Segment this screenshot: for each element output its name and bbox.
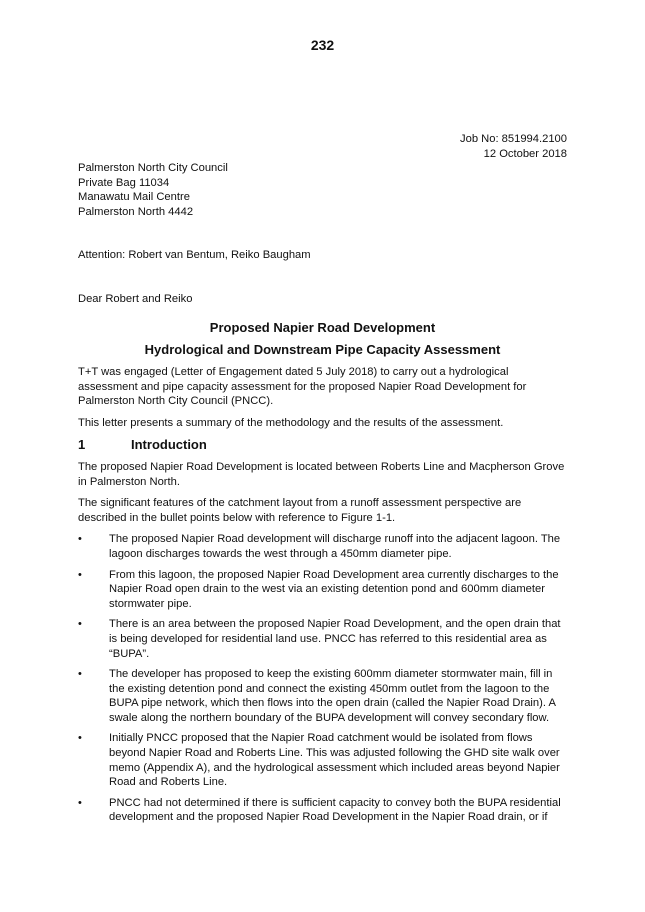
letter-date: 12 October 2018 bbox=[483, 147, 567, 160]
address-line: Private Bag 11034 bbox=[78, 176, 170, 189]
section-paragraph: The significant features of the catchment layout from a runoff assessment perspective are described in the bullet points below with reference to Figure 1-1. bbox=[78, 497, 522, 524]
bullet-item: • There is an area between the proposed Napier Road Development, and the open drain that is being developed for residential land use. PNCC has referred to this residential area as “BUPA”. bbox=[78, 618, 561, 660]
page-number: 232 bbox=[310, 37, 335, 53]
bullet-item: • From this lagoon, the proposed Napier Road Development area currently discharges to the Napier Road open drain to the west via an existing detention pond and 600mm diameter stormwater pipe. bbox=[78, 568, 559, 610]
bullet-icon: • bbox=[78, 568, 82, 581]
recipient-address bbox=[78, 161, 228, 219]
section-heading bbox=[78, 438, 568, 453]
bullet-icon: • bbox=[78, 533, 82, 546]
bullet-icon: • bbox=[78, 732, 82, 745]
bullet-item: • PNCC had not determined if there is sufficient capacity to convey both the BUPA residential development and the proposed Napier Road Development in the Napier Road drain, or if bbox=[78, 796, 561, 824]
address-line: Manawatu Mail Centre bbox=[78, 191, 190, 204]
address-line: Palmerston North City Council bbox=[78, 162, 228, 174]
section-title: Introduction bbox=[131, 437, 207, 453]
section-number: 1 bbox=[78, 437, 86, 453]
bullet-icon: • bbox=[78, 618, 82, 631]
intro-paragraph: T+T was engaged (Letter of Engagement dated 5 July 2018) to carry out a hydrological assessment and pipe capacity assessment for the proposed Napier Road Development for Palmerston North City Council (PNCC). bbox=[78, 366, 527, 408]
letter-body bbox=[78, 365, 568, 831]
bullet-item: • The developer has proposed to keep the existing 600mm diameter stormwater main, fill in the existing detention pond and connect the existing 450mm outlet from the lagoon to the BUPA pipe network, which then flows into the open drain (called the Napier Road Drain). A swale along the northern boundary of the BUPA development will convey secondary flow. bbox=[78, 668, 556, 724]
attention-line: Attention: Robert van Bentum, Reiko Baugham bbox=[78, 249, 311, 261]
bullet-list bbox=[78, 532, 568, 825]
job-reference bbox=[460, 132, 567, 161]
bullet-item: • The proposed Napier Road development will discharge runoff into the adjacent lagoon. The lagoon discharges towards the west through a 450mm diameter pipe. bbox=[78, 533, 561, 560]
intro-paragraph: This letter presents a summary of the methodology and the results of the assessment. bbox=[78, 416, 504, 429]
bullet-icon: • bbox=[78, 668, 82, 681]
letter-title: Proposed Napier Road Development bbox=[209, 320, 436, 335]
letter-subtitle: Hydrological and Downstream Pipe Capacity Assessment bbox=[144, 342, 501, 357]
address-line: Palmerston North 4442 bbox=[78, 205, 194, 218]
section-paragraph: The proposed Napier Road Development is located between Roberts Line and Macpherson Grove in Palmerston North. bbox=[78, 460, 565, 488]
job-number: Job No: 851994.2100 bbox=[460, 133, 567, 145]
salutation: Dear Robert and Reiko bbox=[78, 293, 193, 305]
bullet-icon: • bbox=[78, 796, 82, 809]
bullet-item: • Initially PNCC proposed that the Napier Road catchment would be isolated from flows beyond Napier Road and Roberts Line. This was adjusted following the GHD site walk over memo (Appendix A), and the hydrological assessment which included areas beyond Napier Road and Roberts Line. bbox=[78, 732, 560, 789]
